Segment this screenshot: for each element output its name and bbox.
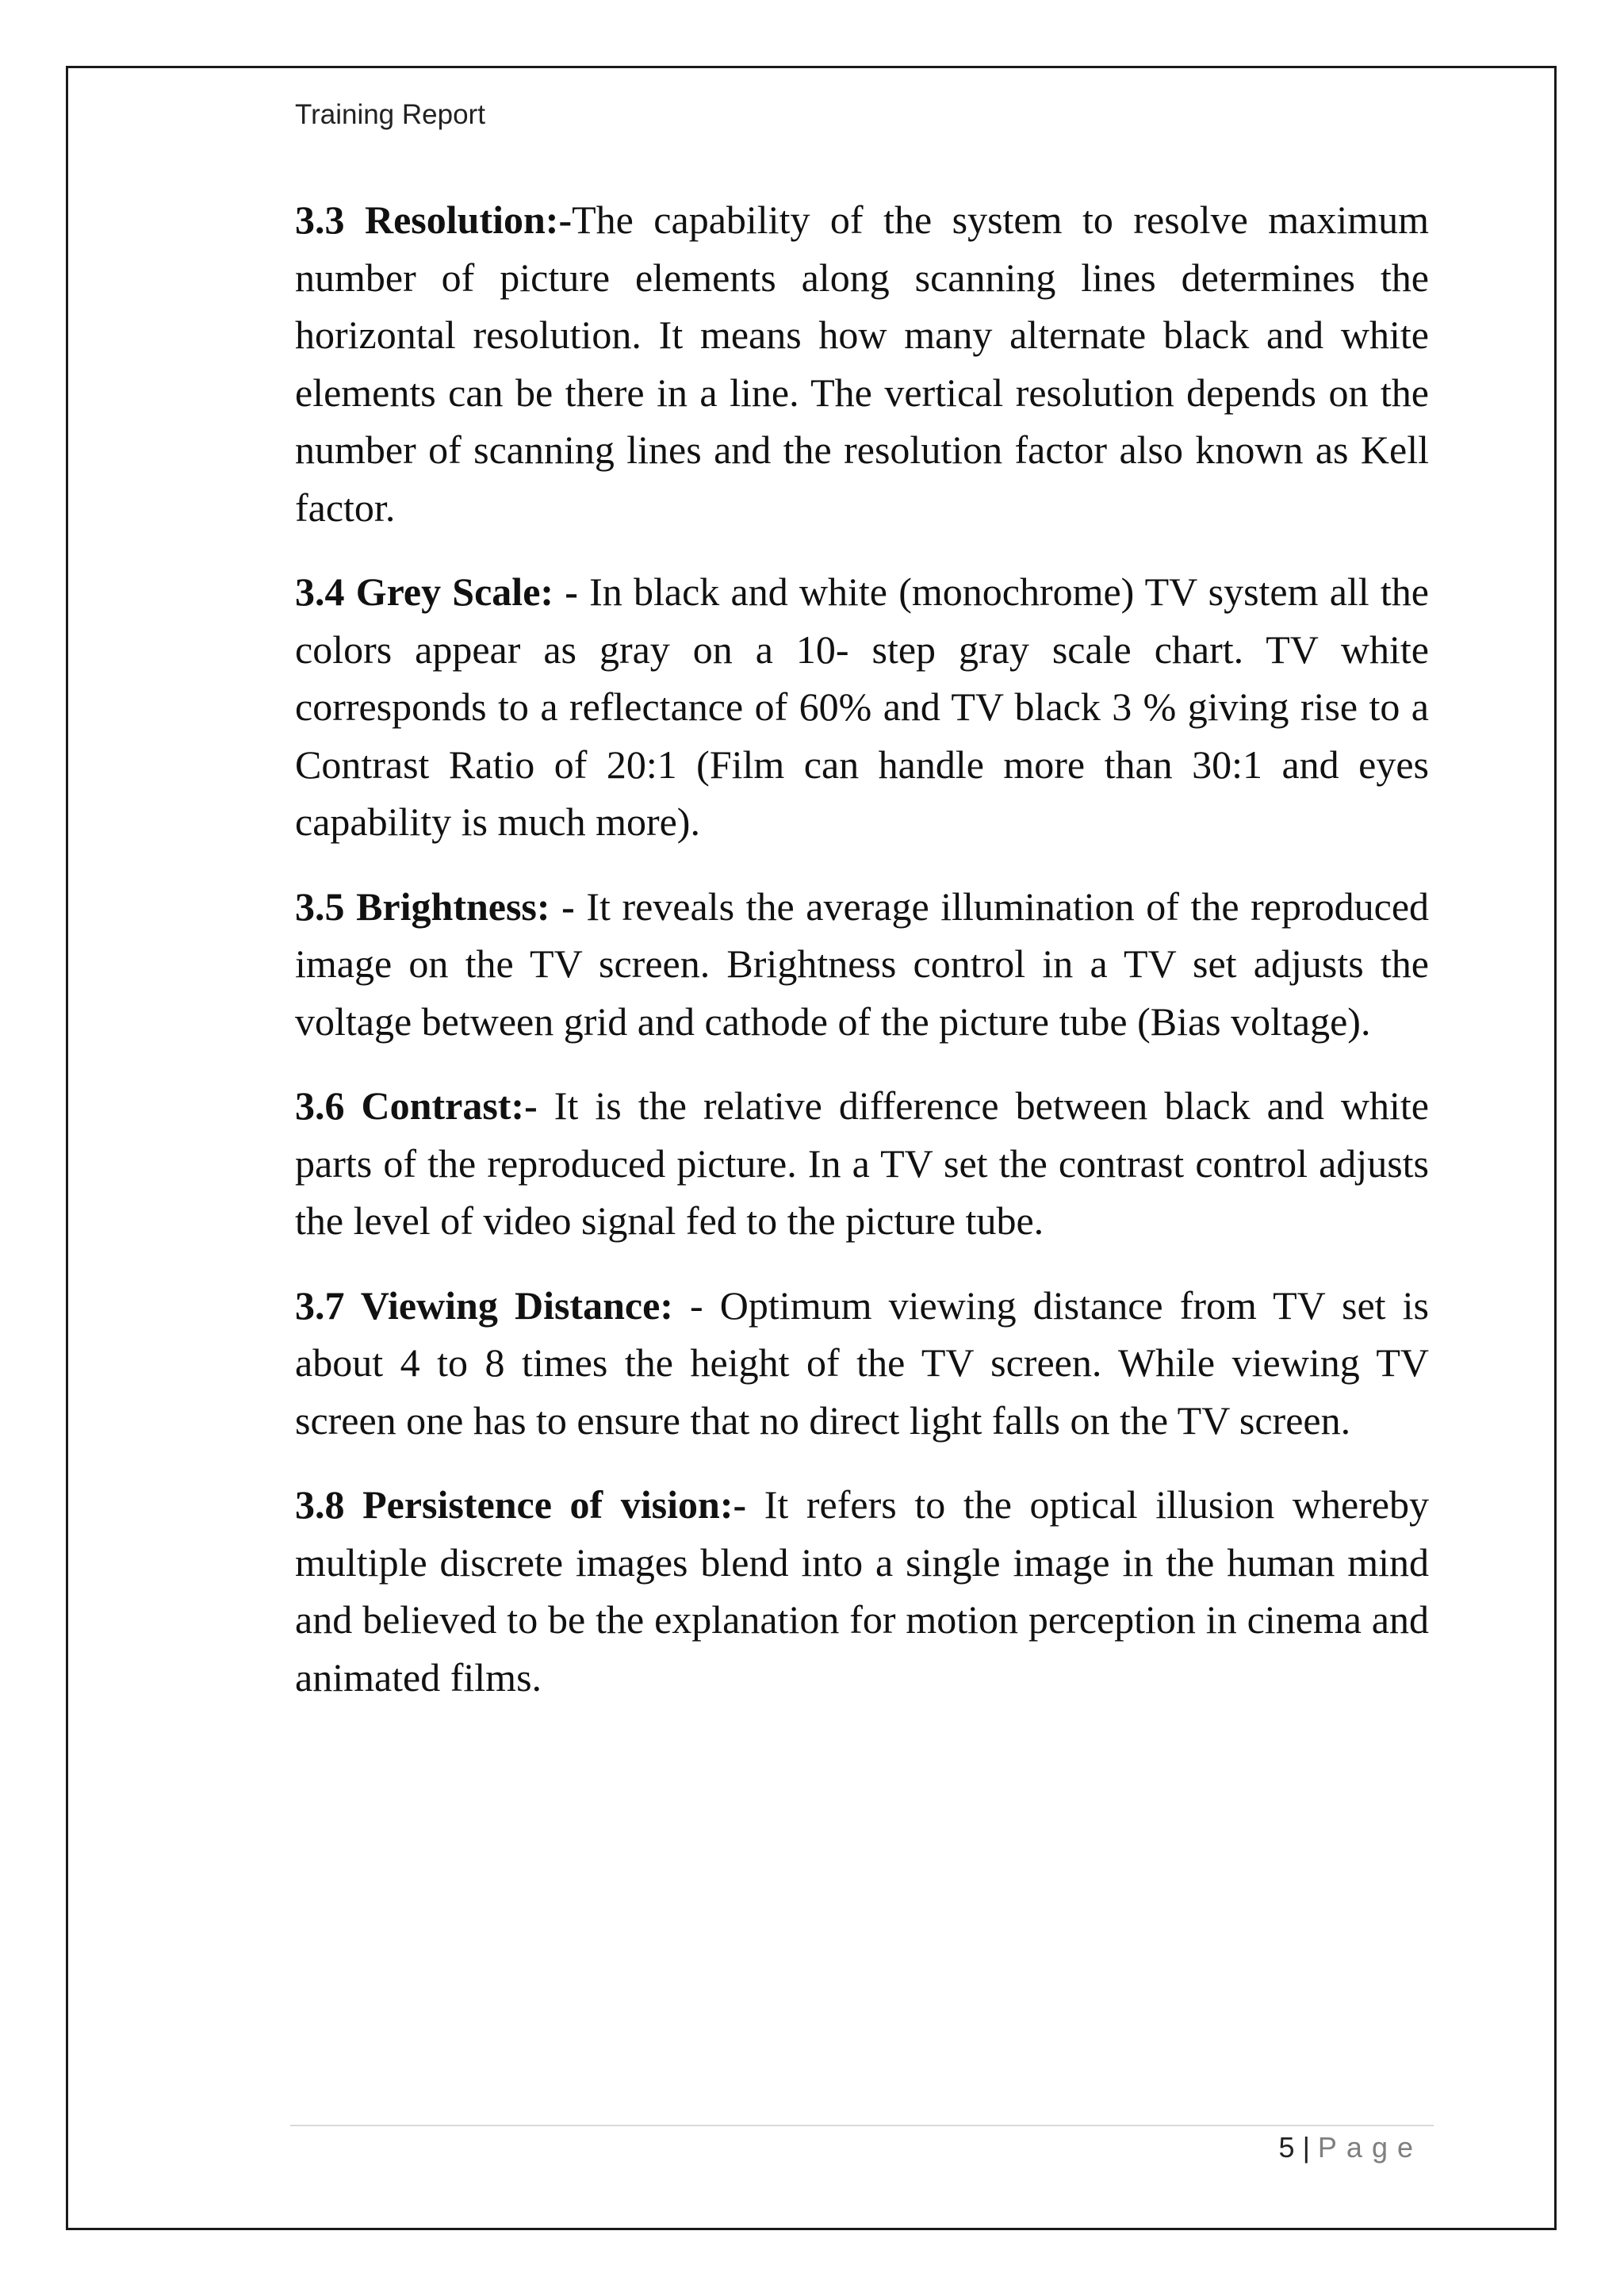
section-heading: 3.5 Brightness: -: [295, 884, 575, 929]
section-text: It is the relative difference between black and white parts of the reproduced picture. In a TV set the contrast control adjusts the level of video signal fed to the picture tube.: [295, 1083, 1429, 1243]
section-heading: 3.8 Persistence of vision:-: [295, 1482, 747, 1527]
section-viewing-distance: [295, 1277, 1429, 1450]
section-grey-scale: [295, 563, 1429, 851]
section-heading: 3.7 Viewing Distance:: [295, 1282, 673, 1328]
footer-divider: [290, 2125, 1434, 2126]
section-persistence-of-vision: [295, 1476, 1429, 1706]
section-text: It reveals the average illumination of the reproduced image on the TV screen. Brightness control in a TV set adjusts the voltage between grid and cathode of the picture tube (Bias voltage).: [295, 884, 1430, 1044]
section-text: - Optimum viewing distance from TV set is about 4 to 8 times the height of the TV screen. While viewing TV screen one has to ensure that no direct light falls on the TV screen.: [295, 1282, 1429, 1443]
page-number-separator: |: [1302, 2131, 1310, 2164]
section-text: The capability of the system to resolve maximum number of picture elements along scanning lines determines the horizontal resolution. It means how many alternate black and white elements can be there in a line. The vertical resolution depends on the number of scanning lines and the resolution factor also known as Kell factor.: [295, 197, 1429, 530]
page-number-value: 5: [1278, 2131, 1295, 2164]
section-resolution: [295, 191, 1429, 536]
section-text: It refers to the optical illusion whereby multiple discrete images blend into a single image in the human mind and believed to be the explanation for motion perception in cinema and animated films.: [295, 1482, 1429, 1700]
section-text: In black and white (monochrome) TV system all the colors appear as gray on a 10- step gray scale chart. TV white corresponds to a reflectance of 60% and TV black 3 % giving rise to a Contrast Ratio of 20:1 (Film can handle more than 30:1 and eyes capability is much more).: [295, 569, 1429, 844]
running-header: Training Report: [295, 99, 485, 130]
section-contrast: [295, 1077, 1429, 1250]
section-brightness: [295, 878, 1429, 1051]
section-heading: 3.4 Grey Scale: -: [295, 569, 578, 614]
section-heading: 3.6 Contrast:-: [295, 1083, 538, 1128]
document-body: [295, 191, 1429, 1733]
section-heading: 3.3 Resolution:-: [295, 197, 573, 242]
page-number: [1279, 2130, 1423, 2164]
page-label: Page: [1317, 2131, 1423, 2164]
